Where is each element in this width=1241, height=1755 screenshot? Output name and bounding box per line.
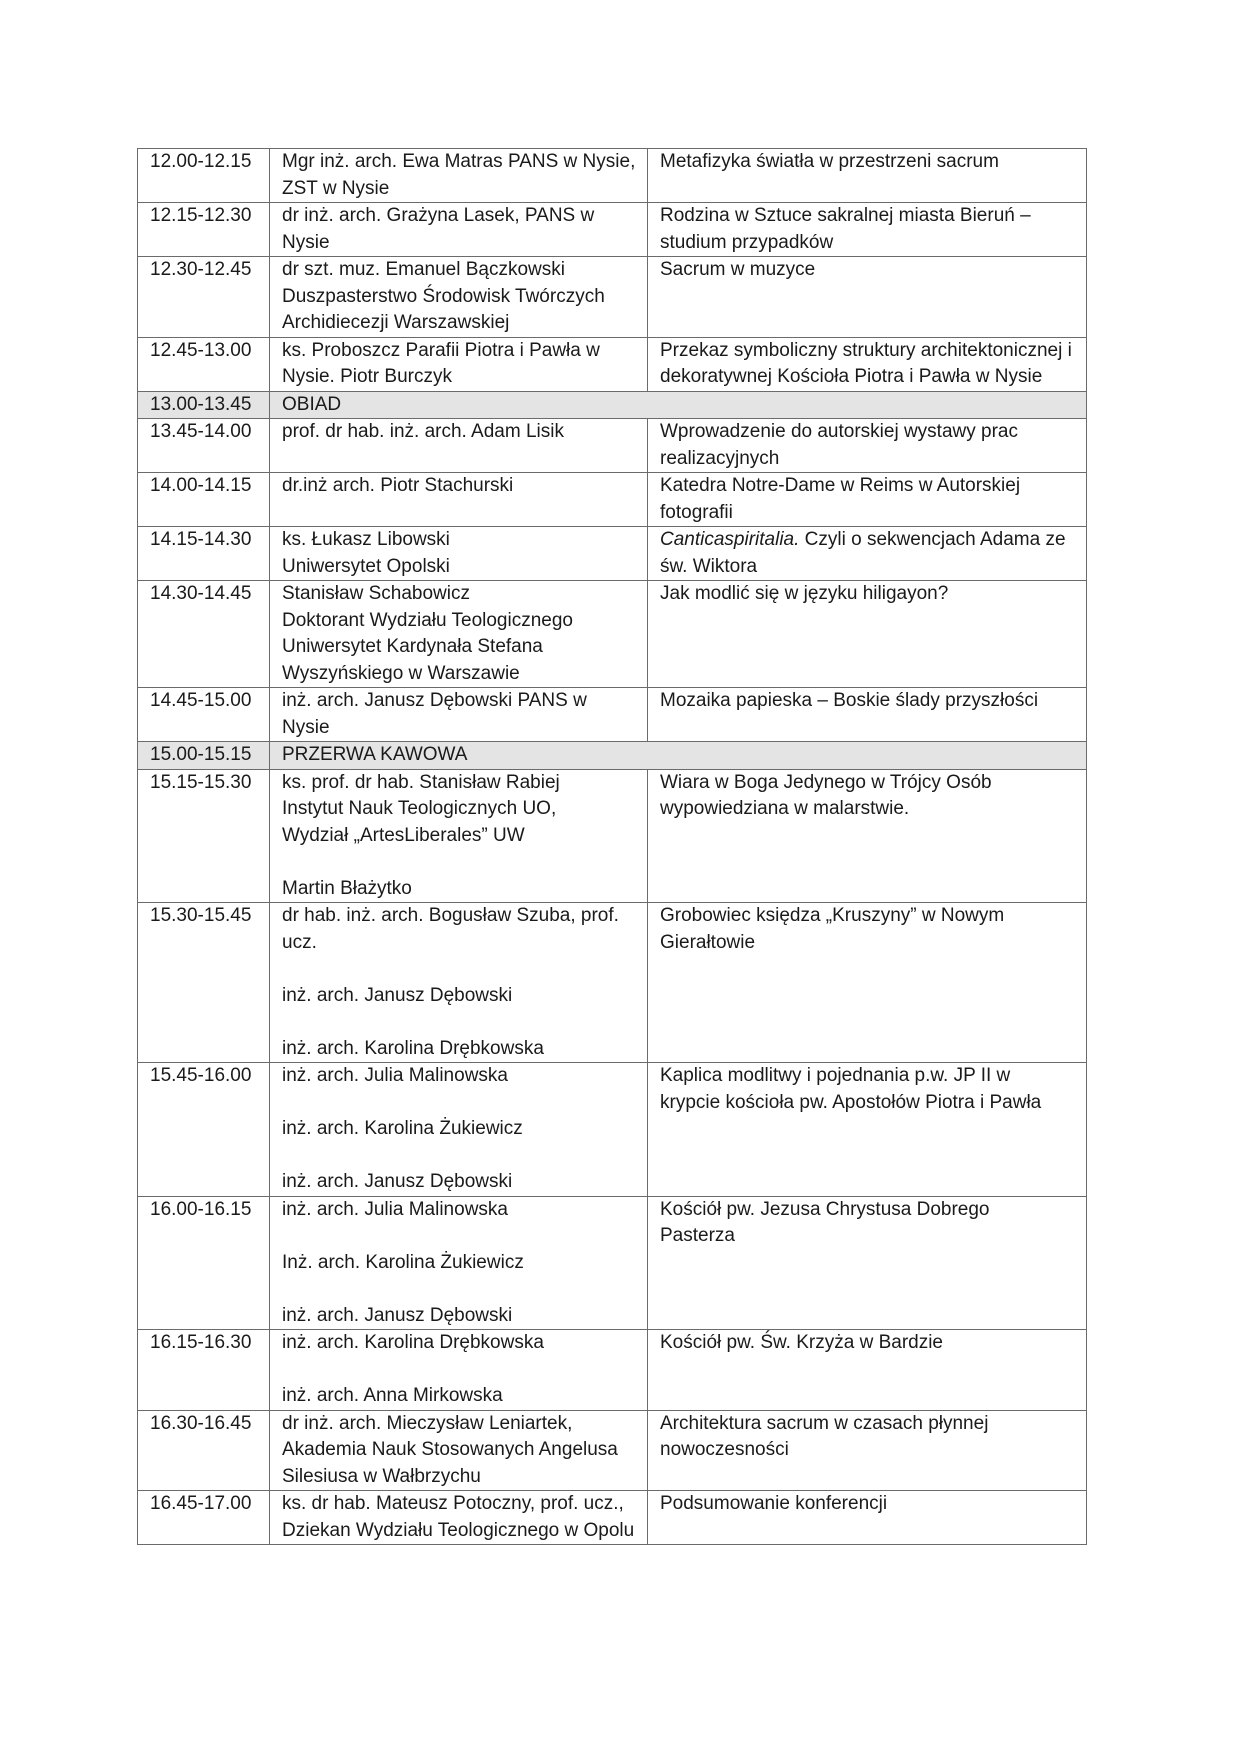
time-cell: 16.30-16.45 [138,1410,270,1491]
time-cell: 16.00-16.15 [138,1196,270,1330]
time-cell: 15.00-15.15 [138,742,270,770]
schedule-table [137,148,1087,1545]
schedule-row [138,688,1087,742]
schedule-row [138,203,1087,257]
speaker-cell: prof. dr hab. inż. arch. Adam Lisik [270,419,648,473]
speaker-cell: dr.inż arch. Piotr Stachurski [270,473,648,527]
time-cell: 12.00-12.15 [138,149,270,203]
break-label: OBIAD [270,391,1087,419]
speaker-cell: inż. arch. Karolina Drębkowska inż. arch. Anna Mirkowska [270,1330,648,1411]
speaker-cell: dr inż. arch. Mieczysław Leniartek, Akademia Nauk Stosowanych Angelusa Silesiusa w Wałbrzychu [270,1410,648,1491]
speaker-cell: inż. arch. Janusz Dębowski PANS w Nysie [270,688,648,742]
time-cell: 16.45-17.00 [138,1491,270,1545]
topic-cell: Kościół pw. Św. Krzyża w Bardzie [648,1330,1087,1411]
schedule-row [138,1410,1087,1491]
speaker-cell: ks. dr hab. Mateusz Potoczny, prof. ucz., Dziekan Wydziału Teologicznego w Opolu [270,1491,648,1545]
speaker-cell: dr inż. arch. Grażyna Lasek, PANS w Nysie [270,203,648,257]
time-cell: 12.45-13.00 [138,337,270,391]
topic-cell: Podsumowanie konferencji [648,1491,1087,1545]
topic-cell: Sacrum w muzyce [648,257,1087,338]
time-cell: 15.15-15.30 [138,769,270,903]
schedule-row [138,1196,1087,1330]
time-cell: 13.00-13.45 [138,391,270,419]
topic-cell: Metafizyka światła w przestrzeni sacrum [648,149,1087,203]
schedule-row [138,257,1087,338]
topic-cell: Wprowadzenie do autorskiej wystawy prac realizacyjnych [648,419,1087,473]
schedule-row [138,1491,1087,1545]
topic-cell: Jak modlić się w języku hiligayon? [648,581,1087,688]
speaker-cell: Mgr inż. arch. Ewa Matras PANS w Nysie, ZST w Nysie [270,149,648,203]
break-row [138,742,1087,770]
speaker-cell: ks. Proboszcz Parafii Piotra i Pawła w Nysie. Piotr Burczyk [270,337,648,391]
topic-cell: Grobowiec księdza „Kruszyny” w Nowym Gierałtowie [648,903,1087,1063]
schedule-row [138,149,1087,203]
time-cell: 14.30-14.45 [138,581,270,688]
topic-cell: Kaplica modlitwy i pojednania p.w. JP II w krypcie kościoła pw. Apostołów Piotra i Pawła [648,1063,1087,1197]
schedule-row [138,1063,1087,1197]
topic-cell: Architektura sacrum w czasach płynnej nowoczesności [648,1410,1087,1491]
topic-cell: Wiara w Boga Jedynego w Trójcy Osób wypowiedziana w malarstwie. [648,769,1087,903]
time-cell: 12.15-12.30 [138,203,270,257]
topic-italic: Canticaspiritalia. [660,529,800,550]
topic-cell: Katedra Notre-Dame w Reims w Autorskiej fotografii [648,473,1087,527]
schedule-row [138,473,1087,527]
schedule-row [138,419,1087,473]
time-cell: 15.30-15.45 [138,903,270,1063]
time-cell: 16.15-16.30 [138,1330,270,1411]
schedule-row [138,769,1087,903]
schedule-row [138,337,1087,391]
time-cell: 14.15-14.30 [138,527,270,581]
topic-cell: Rodzina w Sztuce sakralnej miasta Bieruń – studium przypadków [648,203,1087,257]
topic-cell: Przekaz symboliczny struktury architektonicznej i dekoratywnej Kościoła Piotra i Pawła w Nysie [648,337,1087,391]
speaker-cell: ks. Łukasz Libowski Uniwersytet Opolski [270,527,648,581]
speaker-cell: ks. prof. dr hab. Stanisław Rabiej Instytut Nauk Teologicznych UO, Wydział „ArtesLiberales” UW Martin Błażytko [270,769,648,903]
speaker-cell: dr hab. inż. arch. Bogusław Szuba, prof. ucz. inż. arch. Janusz Dębowski inż. arch. Karolina Drębkowska [270,903,648,1063]
topic-cell: Canticaspiritalia. Czyli o sekwencjach Adama ze św. Wiktora [648,527,1087,581]
speaker-cell: Stanisław Schabowicz Doktorant Wydziału Teologicznego Uniwersytet Kardynała Stefana Wyszyńskiego w Warszawie [270,581,648,688]
time-cell: 12.30-12.45 [138,257,270,338]
break-label: PRZERWA KAWOWA [270,742,1087,770]
break-row [138,391,1087,419]
topic-cell: Kościół pw. Jezusa Chrystusa Dobrego Pasterza [648,1196,1087,1330]
schedule-row [138,527,1087,581]
speaker-cell: inż. arch. Julia Malinowska Inż. arch. Karolina Żukiewicz inż. arch. Janusz Dębowski [270,1196,648,1330]
schedule-body [138,149,1087,1545]
schedule-row [138,581,1087,688]
speaker-cell: inż. arch. Julia Malinowska inż. arch. Karolina Żukiewicz inż. arch. Janusz Dębowski [270,1063,648,1197]
time-cell: 15.45-16.00 [138,1063,270,1197]
speaker-cell: dr szt. muz. Emanuel Bączkowski Duszpasterstwo Środowisk Twórczych Archidiecezji Warszawskiej [270,257,648,338]
time-cell: 13.45-14.00 [138,419,270,473]
schedule-row [138,1330,1087,1411]
topic-cell: Mozaika papieska – Boskie ślady przyszłości [648,688,1087,742]
time-cell: 14.45-15.00 [138,688,270,742]
schedule-row [138,903,1087,1063]
time-cell: 14.00-14.15 [138,473,270,527]
